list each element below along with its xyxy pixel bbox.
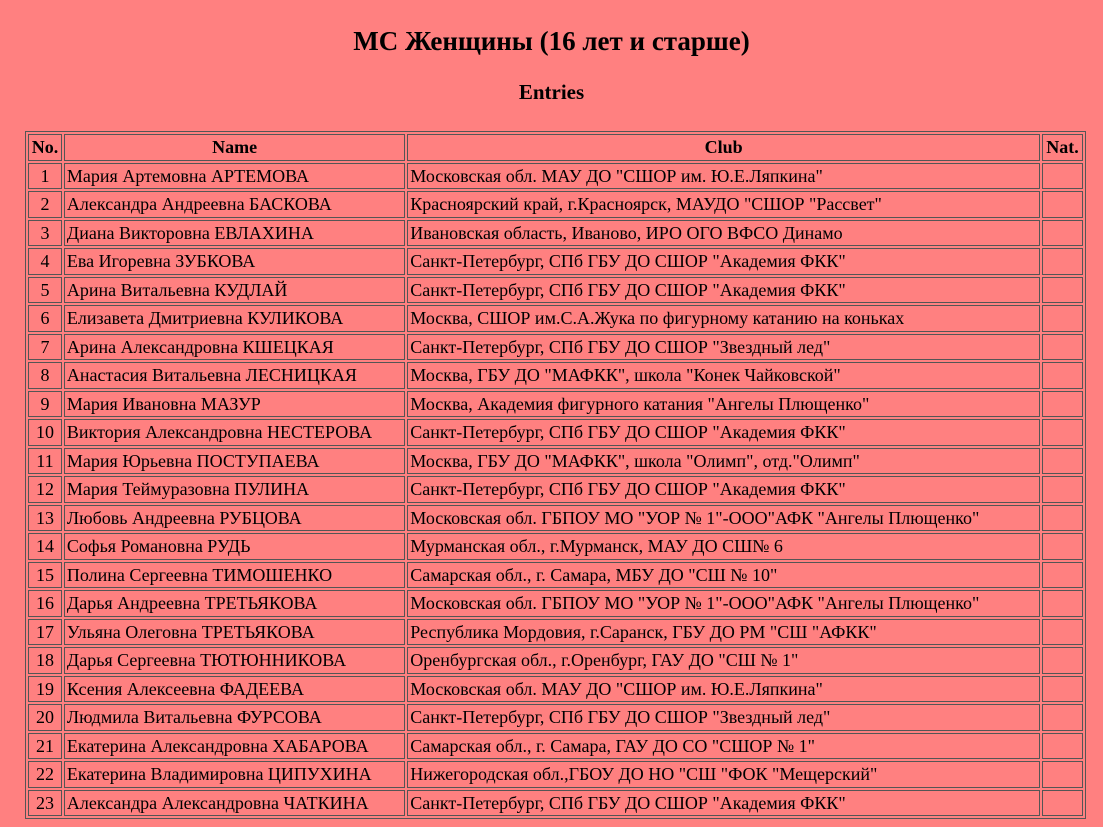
- entry-name: Александра Александровна ЧАТКИНА: [64, 790, 405, 817]
- entry-club: Санкт-Петербург, СПб ГБУ ДО СШОР "Академия ФКК": [407, 790, 1040, 817]
- table-row: [28, 305, 1083, 332]
- table-row: [28, 590, 1083, 617]
- entry-club: Нижегородская обл.,ГБОУ ДО НО "СШ "ФОК "Мещерский": [407, 761, 1040, 788]
- entry-name: Екатерина Владимировна ЦИПУХИНА: [64, 761, 405, 788]
- entry-nat: [1042, 248, 1083, 275]
- entry-club: Московская обл. МАУ ДО "СШОР им. Ю.Е.Ляпкина": [407, 676, 1040, 703]
- entry-name: Ульяна Олеговна ТРЕТЬЯКОВА: [64, 619, 405, 646]
- entry-nat: [1042, 562, 1083, 589]
- table-row: [28, 733, 1083, 760]
- header-club: Club: [407, 134, 1040, 161]
- entry-nat: [1042, 163, 1083, 190]
- table-header-row: [28, 134, 1083, 161]
- table-row: [28, 448, 1083, 475]
- entry-nat: [1042, 191, 1083, 218]
- page-title: МС Женщины (16 лет и старше): [353, 26, 750, 56]
- entry-club: Санкт-Петербург, СПб ГБУ ДО СШОР "Академия ФКК": [407, 419, 1040, 446]
- entry-nat: [1042, 676, 1083, 703]
- table-row: [28, 277, 1083, 304]
- entry-club: Республика Мордовия, г.Саранск, ГБУ ДО РМ "СШ "АФКК": [407, 619, 1040, 646]
- entry-nat: [1042, 305, 1083, 332]
- entry-name: Мария Юрьевна ПОСТУПАЕВА: [64, 448, 405, 475]
- entry-name: Анастасия Витальевна ЛЕСНИЦКАЯ: [64, 362, 405, 389]
- header-name: Name: [64, 134, 405, 161]
- entry-name: Мария Теймуразовна ПУЛИНА: [64, 476, 405, 503]
- entry-number: 3: [28, 220, 62, 247]
- table-row: [28, 191, 1083, 218]
- table-row: [28, 391, 1083, 418]
- table-row: [28, 619, 1083, 646]
- entry-club: Санкт-Петербург, СПб ГБУ ДО СШОР "Звездный лед": [407, 334, 1040, 361]
- entry-club: Санкт-Петербург, СПб ГБУ ДО СШОР "Академия ФКК": [407, 277, 1040, 304]
- entry-name: Диана Викторовна ЕВЛАХИНА: [64, 220, 405, 247]
- entry-club: Ивановская область, Иваново, ИРО ОГО ВФСО Динамо: [407, 220, 1040, 247]
- entry-name: Ксения Алексеевна ФАДЕЕВА: [64, 676, 405, 703]
- entry-nat: [1042, 505, 1083, 532]
- entry-nat: [1042, 733, 1083, 760]
- table-row: [28, 163, 1083, 190]
- entry-number: 8: [28, 362, 62, 389]
- entry-number: 16: [28, 590, 62, 617]
- page-subtitle: Entries: [518, 80, 585, 104]
- entry-number: 6: [28, 305, 62, 332]
- entry-number: 2: [28, 191, 62, 218]
- entry-number: 11: [28, 448, 62, 475]
- entry-club: Санкт-Петербург, СПб ГБУ ДО СШОР "Звездный лед": [407, 704, 1040, 731]
- entry-club: Москва, ГБУ ДО "МАФКК", школа "Олимп", отд."Олимп": [407, 448, 1040, 475]
- entry-club: Московская обл. МАУ ДО "СШОР им. Ю.Е.Ляпкина": [407, 163, 1040, 190]
- table-row: [28, 505, 1083, 532]
- entry-club: Московская обл. ГБПОУ МО "УОР № 1"-ООО"АФК "Ангелы Плющенко": [407, 505, 1040, 532]
- table-row: [28, 562, 1083, 589]
- entry-name: Арина Александровна КШЕЦКАЯ: [64, 334, 405, 361]
- entry-number: 14: [28, 533, 62, 560]
- entry-number: 21: [28, 733, 62, 760]
- entry-number: 23: [28, 790, 62, 817]
- entry-number: 7: [28, 334, 62, 361]
- entry-number: 1: [28, 163, 62, 190]
- entry-number: 9: [28, 391, 62, 418]
- entry-nat: [1042, 590, 1083, 617]
- table-row: [28, 220, 1083, 247]
- entry-club: Москва, ГБУ ДО "МАФКК", школа "Конек Чайковской": [407, 362, 1040, 389]
- table-row: [28, 761, 1083, 788]
- entry-name: Арина Витальевна КУДЛАЙ: [64, 277, 405, 304]
- entry-number: 22: [28, 761, 62, 788]
- table-row: [28, 334, 1083, 361]
- table-row: [28, 362, 1083, 389]
- entry-number: 18: [28, 647, 62, 674]
- entries-table-body: [28, 163, 1083, 817]
- entry-club: Мурманская обл., г.Мурманск, МАУ ДО СШ№ 6: [407, 533, 1040, 560]
- entry-club: Санкт-Петербург, СПб ГБУ ДО СШОР "Академия ФКК": [407, 248, 1040, 275]
- entry-name: Полина Сергеевна ТИМОШЕНКО: [64, 562, 405, 589]
- table-row: [28, 704, 1083, 731]
- header-nat: Nat.: [1042, 134, 1083, 161]
- entry-name: Любовь Андреевна РУБЦОВА: [64, 505, 405, 532]
- entry-nat: [1042, 619, 1083, 646]
- entry-club: Самарская обл., г. Самара, ГАУ ДО СО "СШОР № 1": [407, 733, 1040, 760]
- entry-nat: [1042, 334, 1083, 361]
- header-no: No.: [28, 134, 62, 161]
- entry-number: 5: [28, 277, 62, 304]
- entry-nat: [1042, 448, 1083, 475]
- entry-name: Екатерина Александровна ХАБАРОВА: [64, 733, 405, 760]
- entry-name: Дарья Андреевна ТРЕТЬЯКОВА: [64, 590, 405, 617]
- entry-nat: [1042, 790, 1083, 817]
- entry-nat: [1042, 533, 1083, 560]
- table-row: [28, 533, 1083, 560]
- table-row: [28, 248, 1083, 275]
- entry-club: Самарская обл., г. Самара, МБУ ДО "СШ № 10": [407, 562, 1040, 589]
- entry-nat: [1042, 647, 1083, 674]
- entry-number: 17: [28, 619, 62, 646]
- entry-name: Мария Артемовна АРТЕМОВА: [64, 163, 405, 190]
- entry-nat: [1042, 277, 1083, 304]
- entry-name: Дарья Сергеевна ТЮТЮННИКОВА: [64, 647, 405, 674]
- entry-nat: [1042, 704, 1083, 731]
- entry-number: 13: [28, 505, 62, 532]
- entry-name: Мария Ивановна МАЗУР: [64, 391, 405, 418]
- entry-name: Ева Игоревна ЗУБКОВА: [64, 248, 405, 275]
- entry-club: Московская обл. ГБПОУ МО "УОР № 1"-ООО"АФК "Ангелы Плющенко": [407, 590, 1040, 617]
- entry-nat: [1042, 391, 1083, 418]
- entry-number: 4: [28, 248, 62, 275]
- entry-nat: [1042, 761, 1083, 788]
- table-row: [28, 419, 1083, 446]
- entry-club: Москва, СШОР им.С.А.Жука по фигурному катанию на коньках: [407, 305, 1040, 332]
- entry-nat: [1042, 362, 1083, 389]
- entry-number: 19: [28, 676, 62, 703]
- entry-club: Москва, Академия фигурного катания "Ангелы Плющенко": [407, 391, 1040, 418]
- entry-name: Софья Романовна РУДЬ: [64, 533, 405, 560]
- entry-club: Красноярский край, г.Красноярск, МАУДО "СШОР "Рассвет": [407, 191, 1040, 218]
- table-row: [28, 476, 1083, 503]
- table-row: [28, 647, 1083, 674]
- entry-number: 15: [28, 562, 62, 589]
- entry-name: Виктория Александровна НЕСТЕРОВА: [64, 419, 405, 446]
- entry-club: Оренбургская обл., г.Оренбург, ГАУ ДО "СШ № 1": [407, 647, 1040, 674]
- entry-nat: [1042, 220, 1083, 247]
- entry-name: Александра Андреевна БАСКОВА: [64, 191, 405, 218]
- entry-nat: [1042, 476, 1083, 503]
- entry-number: 20: [28, 704, 62, 731]
- table-row: [28, 790, 1083, 817]
- entry-number: 10: [28, 419, 62, 446]
- entries-table: [25, 131, 1086, 819]
- entry-club: Санкт-Петербург, СПб ГБУ ДО СШОР "Академия ФКК": [407, 476, 1040, 503]
- table-row: [28, 676, 1083, 703]
- entry-nat: [1042, 419, 1083, 446]
- entry-number: 12: [28, 476, 62, 503]
- entry-name: Елизавета Дмитриевна КУЛИКОВА: [64, 305, 405, 332]
- entry-name: Людмила Витальевна ФУРСОВА: [64, 704, 405, 731]
